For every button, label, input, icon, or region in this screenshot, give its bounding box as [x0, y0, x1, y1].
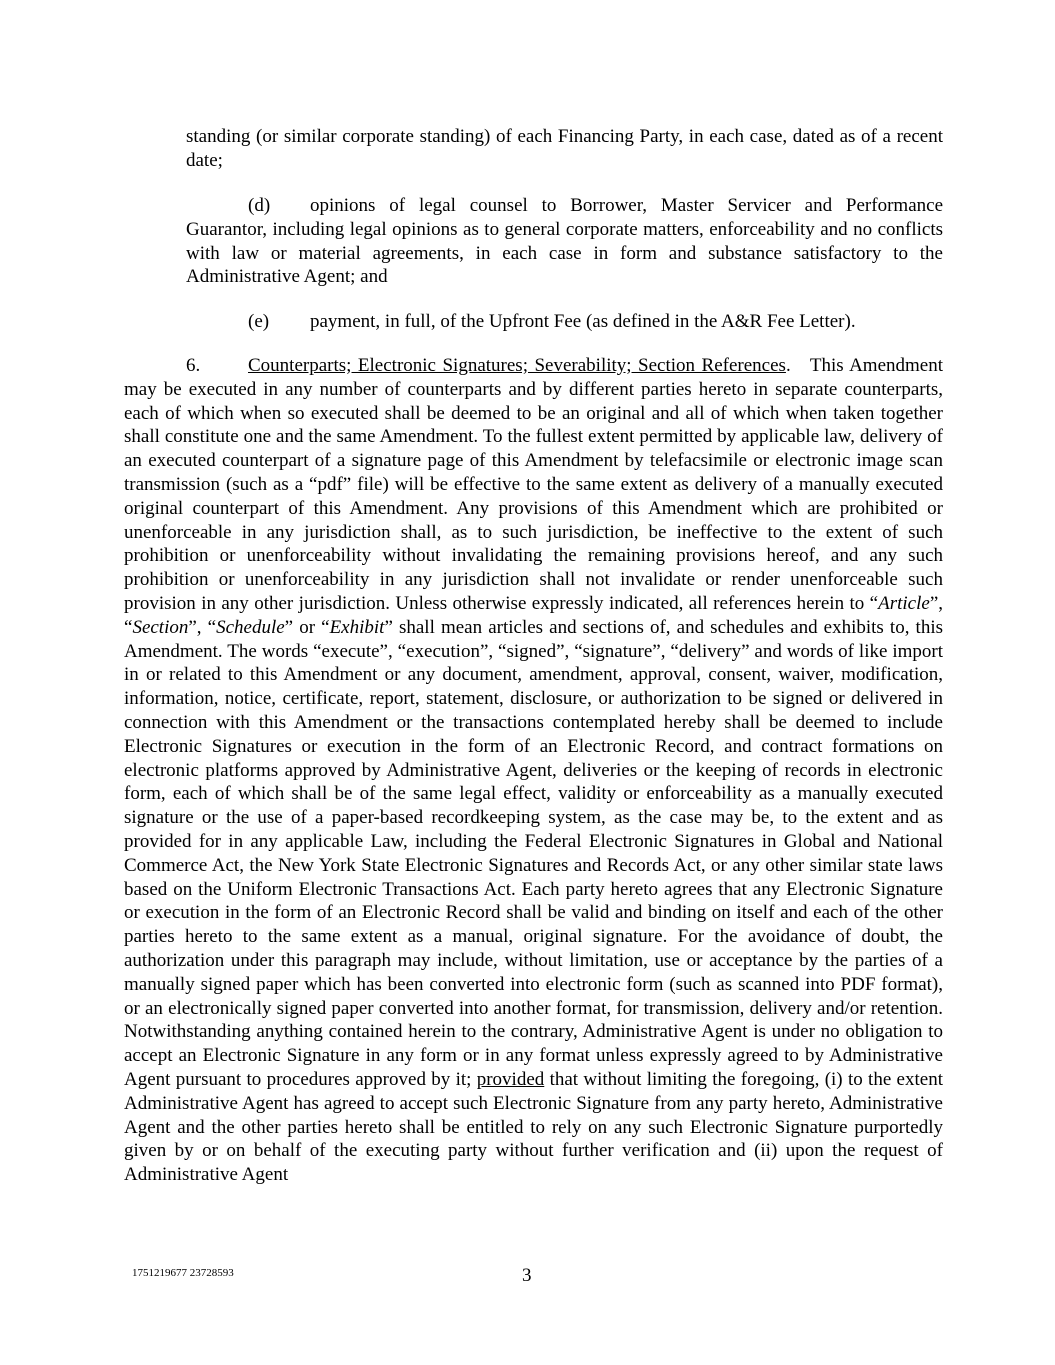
page-number: 3: [522, 1265, 532, 1286]
item-d-label: (d): [248, 195, 271, 216]
term-schedule: Schedule: [216, 616, 285, 638]
section-6-text-1: This Amendment may be executed in any number of counterparts and by different parties hereto in separate counterparts, each of which when so executed shall be deemed to be an original and all of which when taken together shall constitute one and the same Amendment. To the fullest extent permitted by applicable law, delivery of an executed counterpart of a signature page of this Amendment by telefacsimile or electronic image scan transmission (such as a “pdf” file) will be effective to the same extent as delivery of a manually executed original counterpart of this Amendment. Any provisions of this Amendment which are prohibited or unenforceable in any jurisdiction shall, as to such jurisdiction, be ineffective to the extent of such prohibition or unenforceability without invalidating the remaining provisions hereof, and any such prohibition or unenforceability in any jurisdiction shall not invalidate or render unenforceable such provision in any other jurisdiction. Unless otherwise expressly indicated, all references herein to “: [124, 355, 943, 614]
section-6-text-3: that without limiting the foregoing, (i) to the extent Administrative Agent has agreed to accept such Electronic Signature from any party hereto, Administrative Agent and the other parties hereto shall be entitled to rely on any such Electronic Signature purportedly given by or on behalf of the executing party without further verification and (ii) upon the request of Administrative Agent: [124, 1068, 943, 1186]
continuation-paragraph: [186, 125, 943, 173]
footer-document-id: 1751219677 23728593: [132, 1267, 234, 1279]
term-separator-2: ”, “: [188, 616, 217, 638]
term-exhibit: Exhibit: [329, 616, 385, 638]
section-6-heading: Counterparts; Electronic Signatures; Severability; Section References: [248, 355, 786, 376]
term-section: Section: [132, 616, 189, 638]
section-6-number: 6.: [186, 355, 201, 376]
term-separator-3: ” or “: [284, 616, 330, 638]
section-6-paragraph: [124, 354, 943, 1187]
item-e-paragraph: [186, 310, 943, 334]
item-e-label: (e): [248, 311, 270, 332]
item-d-paragraph: [186, 194, 943, 289]
item-d-text: opinions of legal counsel to Borrower, Master Servicer and Performance Guarantor, including legal opinions as to general corporate matters, enforceability and no conflicts with law or material agreements, in each case in form and substance satisfactory to the Administrative Agent; and: [186, 195, 943, 288]
provided-term: provided: [476, 1068, 545, 1090]
term-article: Article: [878, 592, 930, 614]
continuation-text: standing (or similar corporate standing) of each Financing Party, in each case, dated as of a recent date;: [186, 126, 943, 171]
section-6-text-2: ” shall mean articles and sections of, and schedules and exhibits to, this Amendment. The words “execute”, “execution”, “signed”, “signature”, “delivery” and words of like import in or related to this Amendment or any document, amendment, approval, consent, waiver, modification, information, notice, certificate, report, statement, disclosure, or authorization to be signed or delivered in connection with this Amendment or the transactions contemplated hereby shall be deemed to include Electronic Signatures or execution in the form of an Electronic Record, and contract formations on electronic platforms approved by Administrative Agent, deliveries or the keeping of records in electronic form, each of which shall be of the same legal effect, validity or enforceability as a manually executed signature or the use of a paper-based recordkeeping system, as the case may be, to the extent and as provided for in any applicable Law, including the Federal Electronic Signatures in Global and National Commerce Act, the New York State Electronic Signatures and Records Act, or any other similar state laws based on the Uniform Electronic Transactions Act. Each party hereto agrees that any Electronic Signature or execution in the form of an Electronic Record shall be valid and binding on itself and each of the other parties hereto to the same extent as a manual, original signature. For the avoidance of doubt, the authorization under this paragraph may include, without limitation, use or acceptance by the parties of a manually signed paper which has been converted into electronic form (such as scanned into PDF format), or an electronically signed paper converted into another format, for transmission, delivery and/or retention. Notwithstanding anything contained herein to the contrary, Administrative Agent is under no obligation to accept an Electronic Signature in any form or in any format unless expressly agreed to by Administrative Agent pursuant to procedures approved by it;: [124, 616, 943, 1090]
item-e-text: payment, in full, of the Upfront Fee (as defined in the A&R Fee Letter).: [310, 311, 856, 332]
term-separator-1: ”, “: [124, 592, 943, 638]
section-6-heading-period: .: [785, 355, 791, 376]
